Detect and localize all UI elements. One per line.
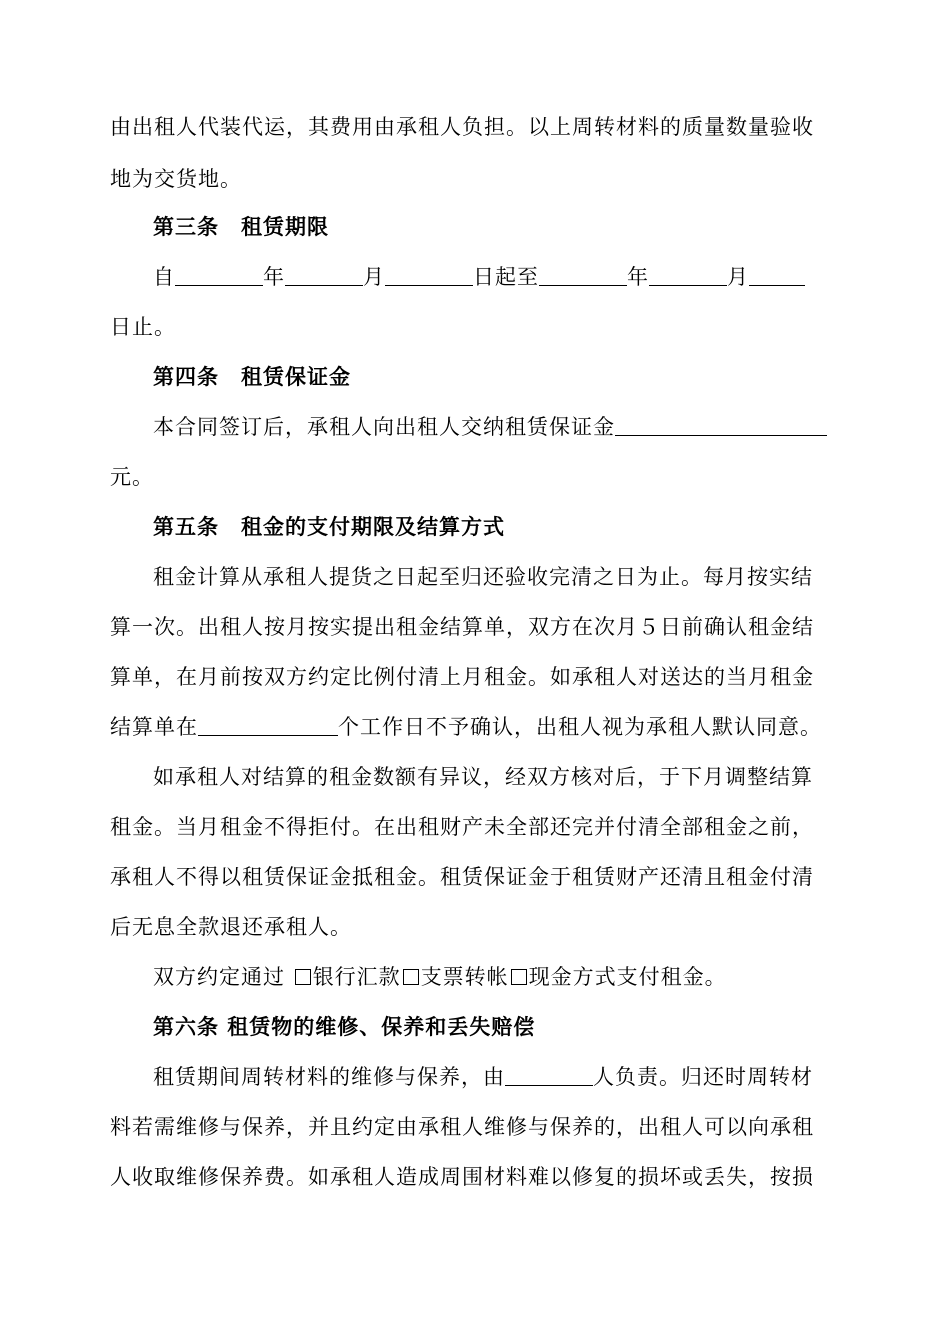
paragraph-line: 承租人不得以租赁保证金抵租金。租赁保证金于租赁财产还清且租金付清 xyxy=(110,865,814,889)
paragraph-line: 由出租人代装代运，其费用由承租人负担。以上周转材料的质量数量验收 xyxy=(110,115,814,139)
paragraph-line: 租金计算从承租人提货之日起至归还验收完清之日为止。每月按实结 xyxy=(153,565,813,589)
text-segment: 结算单在 xyxy=(110,715,198,739)
responsible-party-blank[interactable] xyxy=(505,1063,593,1086)
paragraph-line: 算一次。出租人按月按实提出租金结算单，双方在次月５日前确认租金结 xyxy=(110,615,814,639)
end-month-blank[interactable] xyxy=(649,263,727,286)
text-segment: 双方约定通过 xyxy=(153,965,285,989)
paragraph-line: 算单，在月前按双方约定比例付清上月租金。如承租人对送达的当月租金 xyxy=(110,665,814,689)
deposit-line xyxy=(153,412,827,442)
text-segment: 自 xyxy=(153,265,175,289)
checkbox-label: 银行汇款 xyxy=(312,965,401,989)
article-6-title: 第六条 租赁物的维修、保养和丢失赔偿 xyxy=(153,1014,536,1039)
text-segment: 个工作日不予确认，出租人视为承租人默认同意。 xyxy=(338,715,822,739)
paragraph-line: 人收取维修保养费。如承租人造成周围材料难以修复的损坏或丢失，按损 xyxy=(110,1165,814,1189)
text-segment: 月 xyxy=(363,265,385,289)
paragraph-line: 后无息全款退还承租人。 xyxy=(110,915,352,939)
start-day-blank[interactable] xyxy=(385,263,473,286)
start-year-blank[interactable] xyxy=(175,263,263,286)
text-segment: 年 xyxy=(627,265,649,289)
article-4-title: 第四条 租赁保证金 xyxy=(153,364,351,389)
bank-transfer-checkbox[interactable] xyxy=(295,969,311,985)
maintenance-line xyxy=(153,1062,813,1092)
text-segment: 月 xyxy=(727,265,749,289)
checkbox-label: 现金方式支付租金。 xyxy=(528,965,727,989)
article-3-title: 第三条 租赁期限 xyxy=(153,214,329,239)
cash-checkbox[interactable] xyxy=(511,969,527,985)
text-segment: 本合同签订后，承租人向出租人交纳租赁保证金 xyxy=(153,415,615,439)
paragraph-line: 元。 xyxy=(110,465,154,489)
paragraph-line: 如承租人对结算的租金数额有异议，经双方核对后，于下月调整结算 xyxy=(153,765,813,789)
text-segment: 租赁期间周转材料的维修与保养，由 xyxy=(153,1065,505,1089)
end-day-blank[interactable] xyxy=(749,263,805,286)
paragraph-line: 租金。当月租金不得拒付。在出租财产未全部还完并付清全部租金之前， xyxy=(110,815,814,839)
start-month-blank[interactable] xyxy=(285,263,363,286)
cheque-checkbox[interactable] xyxy=(403,969,419,985)
checkbox-label: 支票转帐 xyxy=(420,965,509,989)
text-segment: 年 xyxy=(263,265,285,289)
working-days-blank[interactable] xyxy=(198,713,338,736)
paragraph-line: 日止。 xyxy=(110,315,176,339)
payment-method-line xyxy=(153,962,727,992)
text-segment: 人负责。归还时周转材 xyxy=(593,1065,813,1089)
lease-term-line xyxy=(153,262,805,292)
text-segment: 日起至 xyxy=(473,265,539,289)
paragraph-line: 地为交货地。 xyxy=(110,167,242,191)
article-5-title: 第五条 租金的支付期限及结算方式 xyxy=(153,514,505,539)
deposit-amount-blank[interactable] xyxy=(615,413,827,436)
confirm-days-line xyxy=(110,712,822,742)
end-year-blank[interactable] xyxy=(539,263,627,286)
paragraph-line: 料若需维修与保养，并且约定由承租人维修与保养的，出租人可以向承租 xyxy=(110,1115,814,1139)
